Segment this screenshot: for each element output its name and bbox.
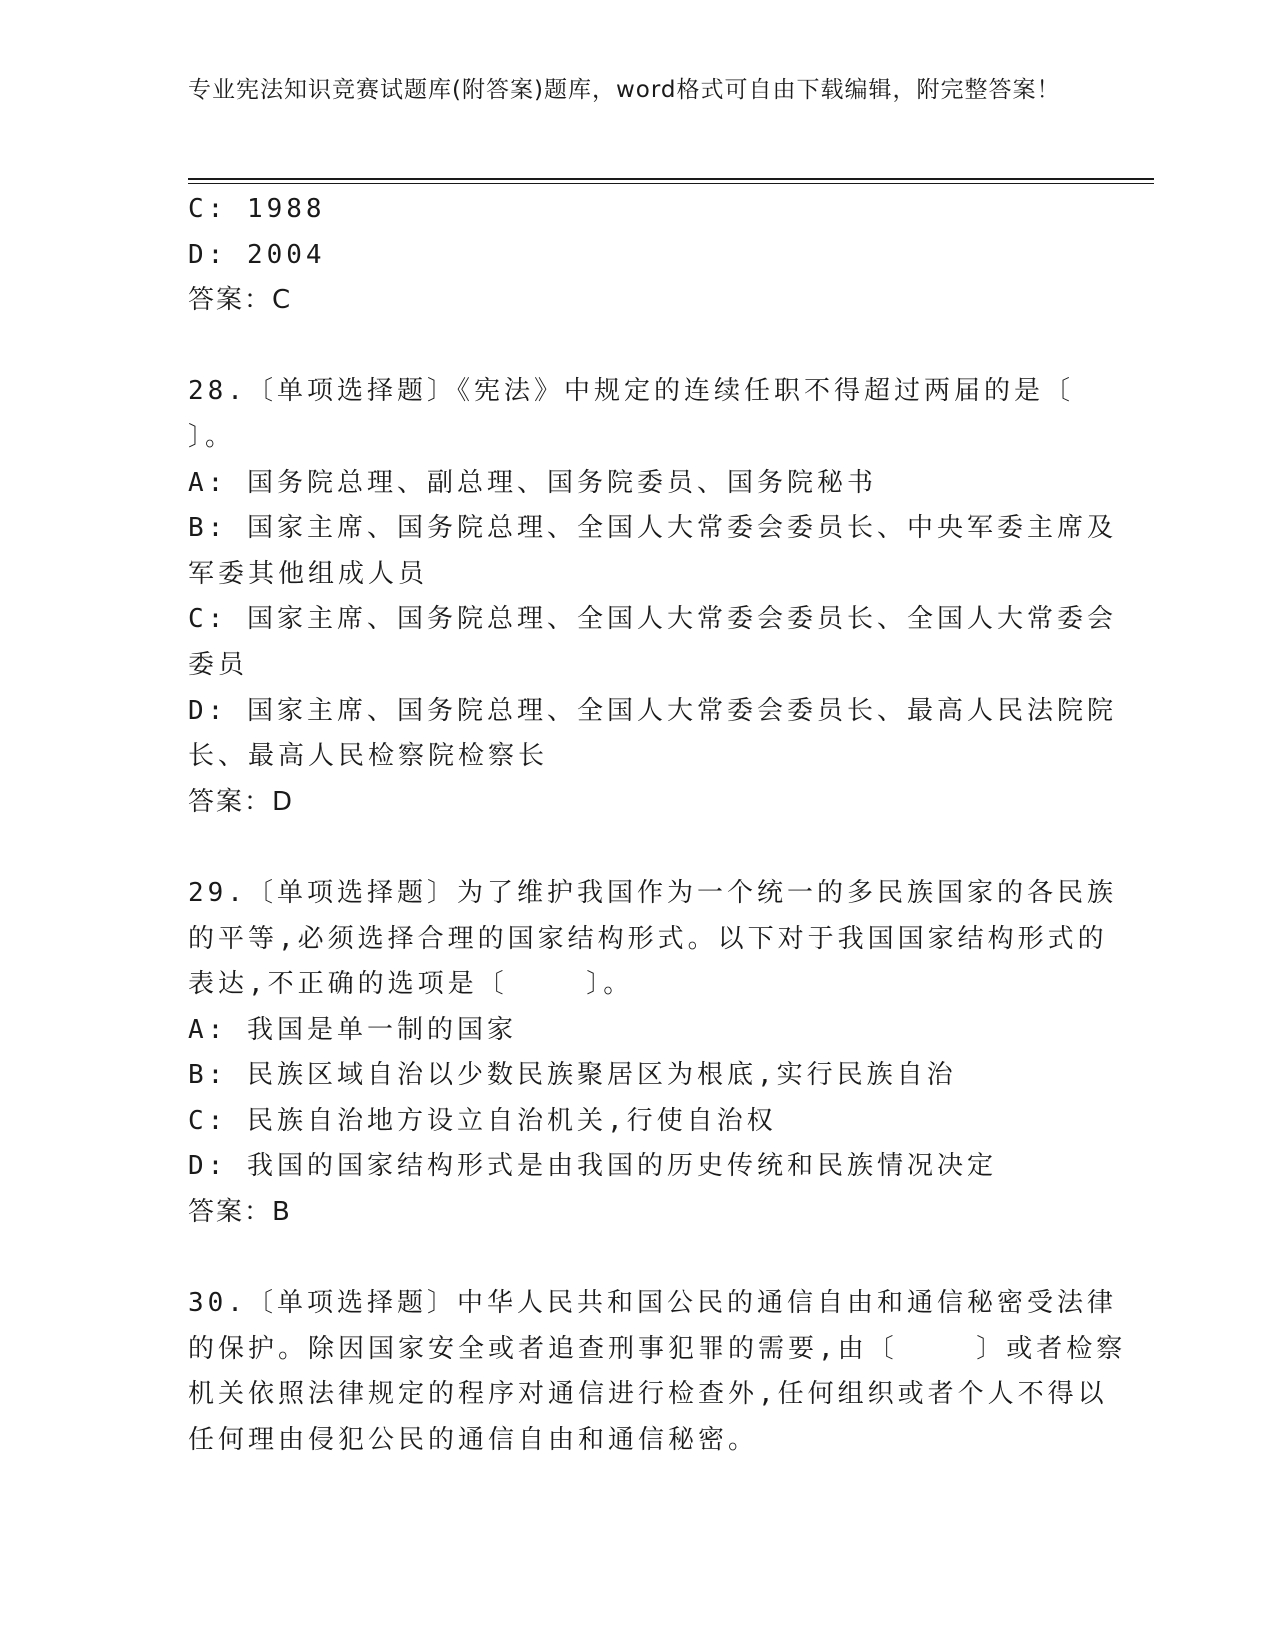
- option-d: D: 我国的国家结构形式是由我国的历史传统和民族情况决定: [188, 1151, 997, 1182]
- header-rule-thin: [188, 183, 1154, 184]
- answer-label: 答案：B: [188, 1197, 292, 1228]
- question-29-stem: 29.〔单项选择题〕为了维护我国作为一个统一的多民族国家的各民族: [188, 877, 1117, 908]
- option-c: 委员: [188, 649, 249, 680]
- option-b: B: 国家主席、国务院总理、全国人大常委会委员长、中央军委主席及: [188, 513, 1117, 544]
- question-30-stem: 的保护。除因国家安全或者追查刑事犯罪的需要,由〔 〕或者检察: [188, 1333, 1127, 1364]
- question-30-stem: 30.〔单项选择题〕中华人民共和国公民的通信自由和通信秘密受法律: [188, 1288, 1117, 1319]
- option-c: C: 1988: [188, 194, 326, 224]
- option-b: 军委其他组成人员: [188, 558, 429, 589]
- question-28-stem: 〕。: [188, 421, 236, 452]
- answer-label: 答案：D: [188, 786, 295, 817]
- question-30-stem: 机关依照法律规定的程序对通信进行检查外,任何组织或者个人不得以: [188, 1379, 1108, 1410]
- option-d: 长、最高人民检察院检察长: [188, 741, 549, 772]
- answer-label: 答案：C: [188, 285, 293, 316]
- header-rule-thick: [188, 178, 1154, 180]
- question-content: [188, 187, 1127, 1464]
- option-a: A: 我国是单一制的国家: [188, 1014, 517, 1045]
- question-29-stem: 的平等,必须选择合理的国家结构形式。以下对于我国国家结构形式的: [188, 923, 1108, 954]
- option-b: B: 民族区域自治以少数民族聚居区为根底,实行民族自治: [188, 1060, 957, 1091]
- question-30-stem: 任何理由侵犯公民的通信自由和通信秘密。: [188, 1425, 759, 1456]
- question-28-stem: 28.〔单项选择题〕《宪法》中规定的连续任职不得超过两届的是〔: [188, 376, 1074, 407]
- option-c: C: 国家主席、国务院总理、全国人大常委会委员长、全国人大常委会: [188, 604, 1117, 635]
- option-c: C: 民族自治地方设立自治机关,行使自治权: [188, 1105, 777, 1136]
- page-header: 专业宪法知识竞赛试题库(附答案)题库，word格式可自由下载编辑，附完整答案！: [188, 77, 1061, 103]
- question-29-stem: 表达,不正确的选项是〔 〕。: [188, 969, 634, 1000]
- option-d: D: 国家主席、国务院总理、全国人大常委会委员长、最高人民法院院: [188, 695, 1117, 726]
- option-a: A: 国务院总理、副总理、国务院委员、国务院秘书: [188, 467, 877, 498]
- option-d: D: 2004: [188, 239, 326, 270]
